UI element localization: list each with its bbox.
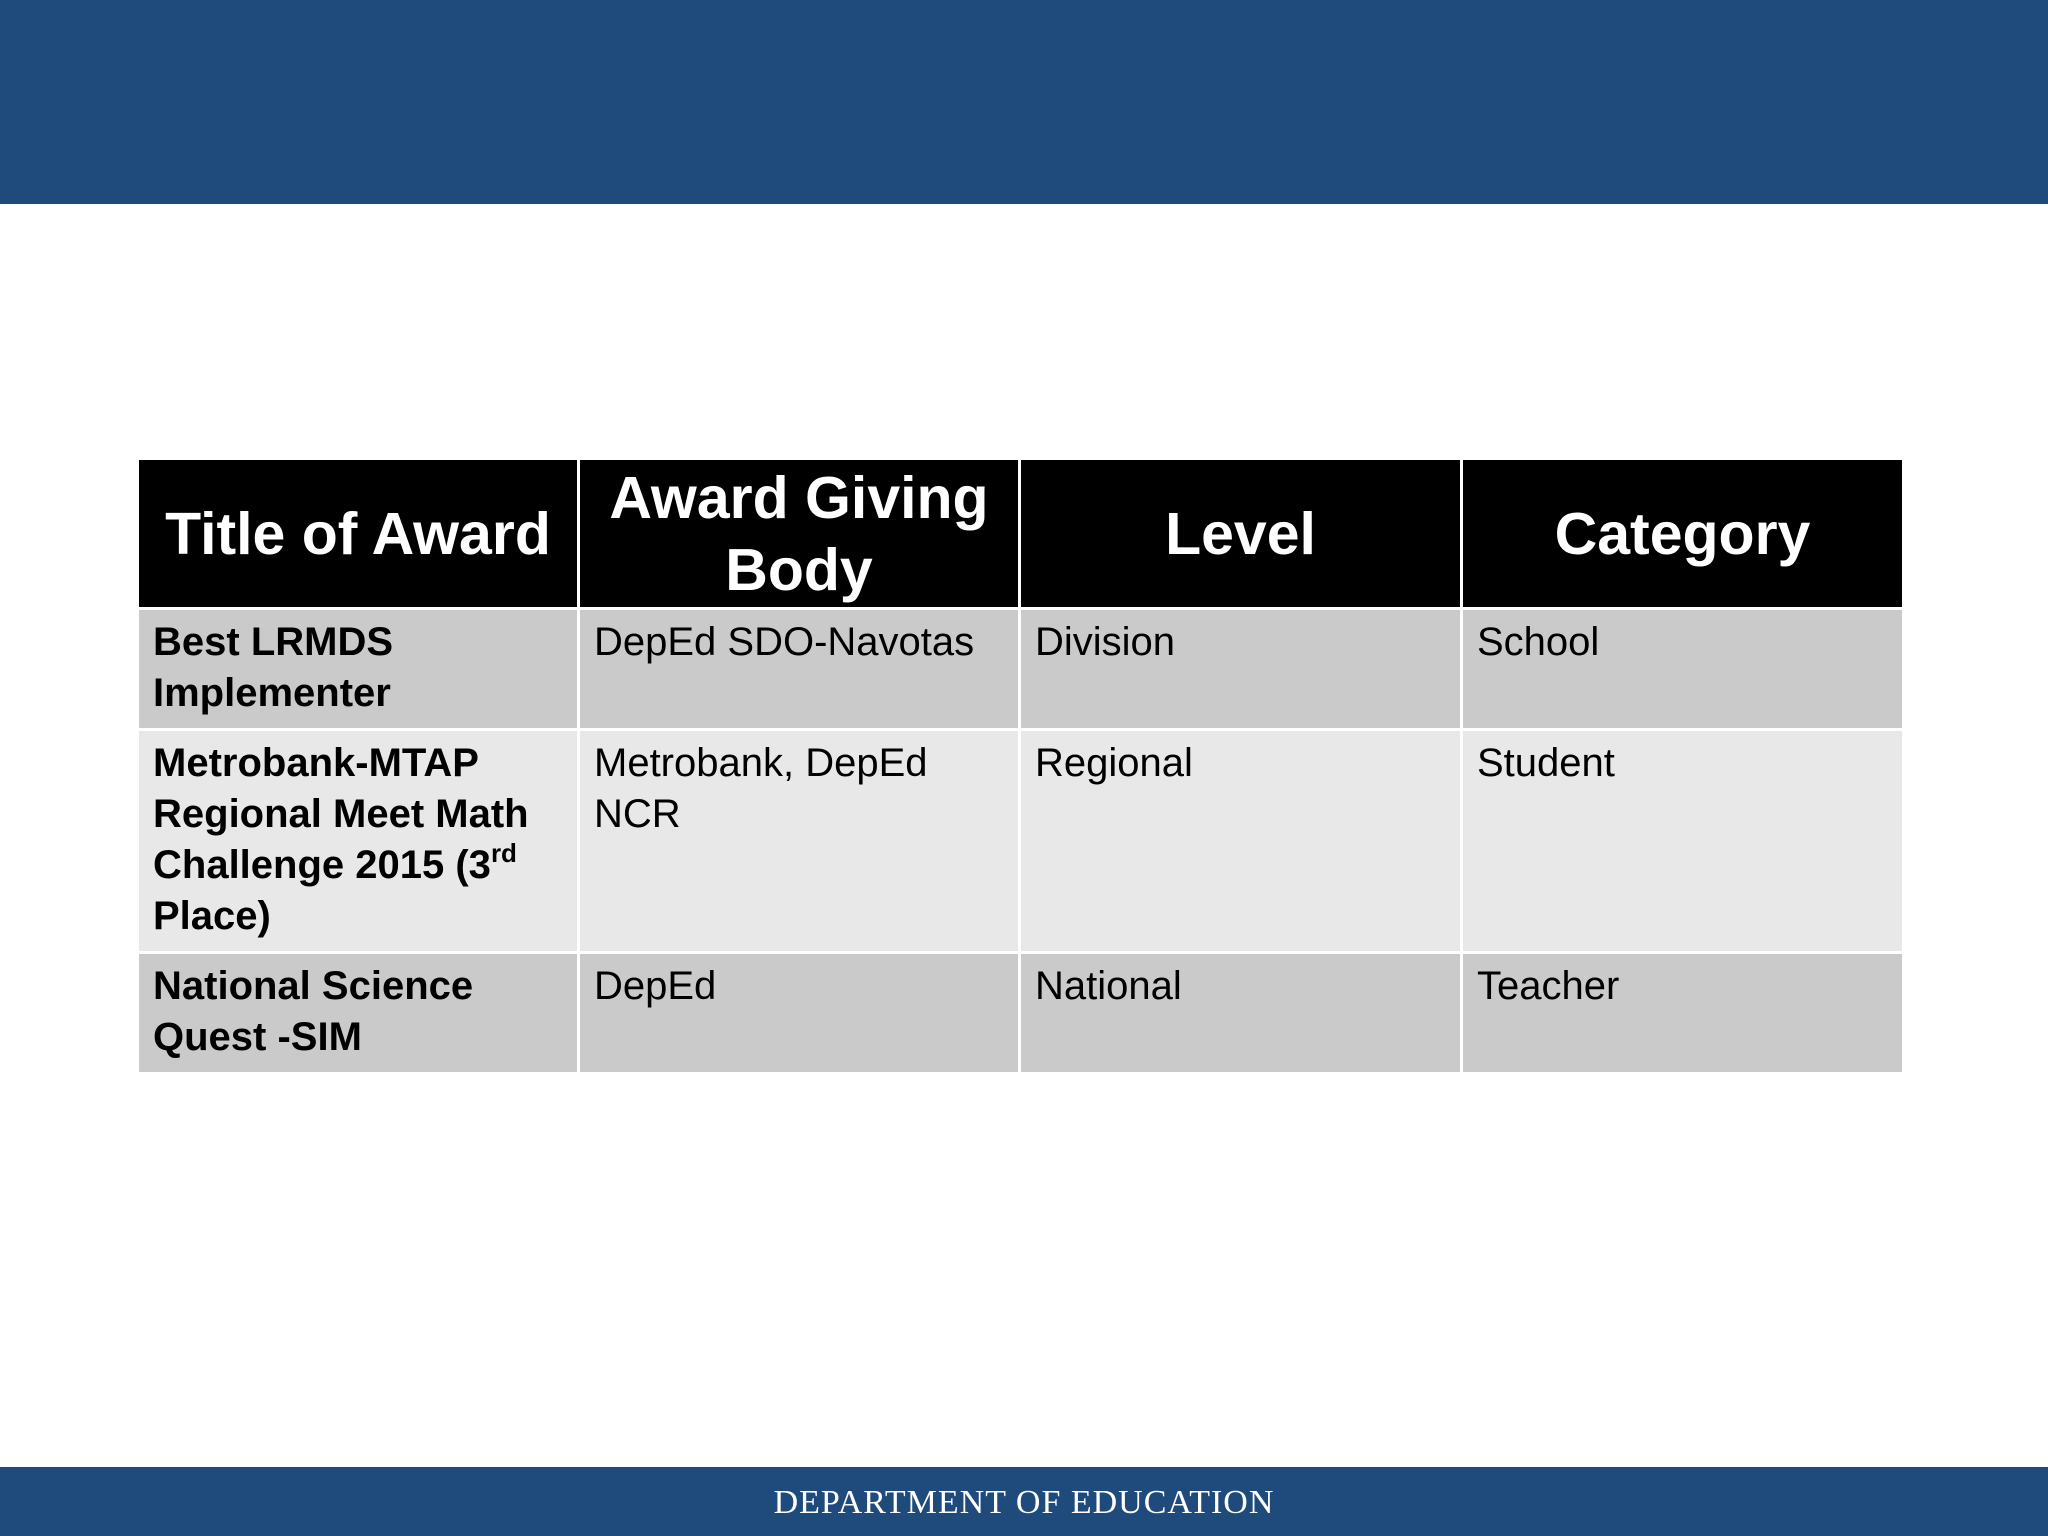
footer-department-text: DEPARTMENT OF EDUCATION <box>773 1484 1275 1521</box>
award-title-text-end: Place) <box>153 894 271 938</box>
footer-banner <box>0 1467 2048 1536</box>
award-level-cell: National <box>1020 953 1462 1074</box>
header-title-of-award: Title of Award <box>138 459 579 609</box>
top-banner <box>0 0 2048 204</box>
table-row <box>138 730 1904 953</box>
award-category-cell: Student <box>1462 730 1904 953</box>
header-category: Category <box>1462 459 1904 609</box>
table-row <box>138 953 1904 1074</box>
award-body-cell: DepEd SDO-Navotas <box>579 609 1020 730</box>
header-award-giving-body: Award Giving Body <box>579 459 1020 609</box>
header-level: Level <box>1020 459 1462 609</box>
awards-table <box>136 457 1905 1075</box>
award-category-cell: Teacher <box>1462 953 1904 1074</box>
award-body-cell: Metrobank, DepEd NCR <box>579 730 1020 953</box>
award-title-text: Metrobank-MTAP Regional Meet Math Challenge 2015 (3 <box>153 741 529 887</box>
ordinal-superscript: rd <box>490 838 517 868</box>
award-category-cell: School <box>1462 609 1904 730</box>
award-level-cell: Division <box>1020 609 1462 730</box>
table-row <box>138 609 1904 730</box>
award-title-cell: Best LRMDS Implementer <box>138 609 579 730</box>
award-level-cell: Regional <box>1020 730 1462 953</box>
table-header-row <box>138 459 1904 609</box>
award-title-cell: National Science Quest -SIM <box>138 953 579 1074</box>
award-title-cell <box>138 730 579 953</box>
award-body-cell: DepEd <box>579 953 1020 1074</box>
